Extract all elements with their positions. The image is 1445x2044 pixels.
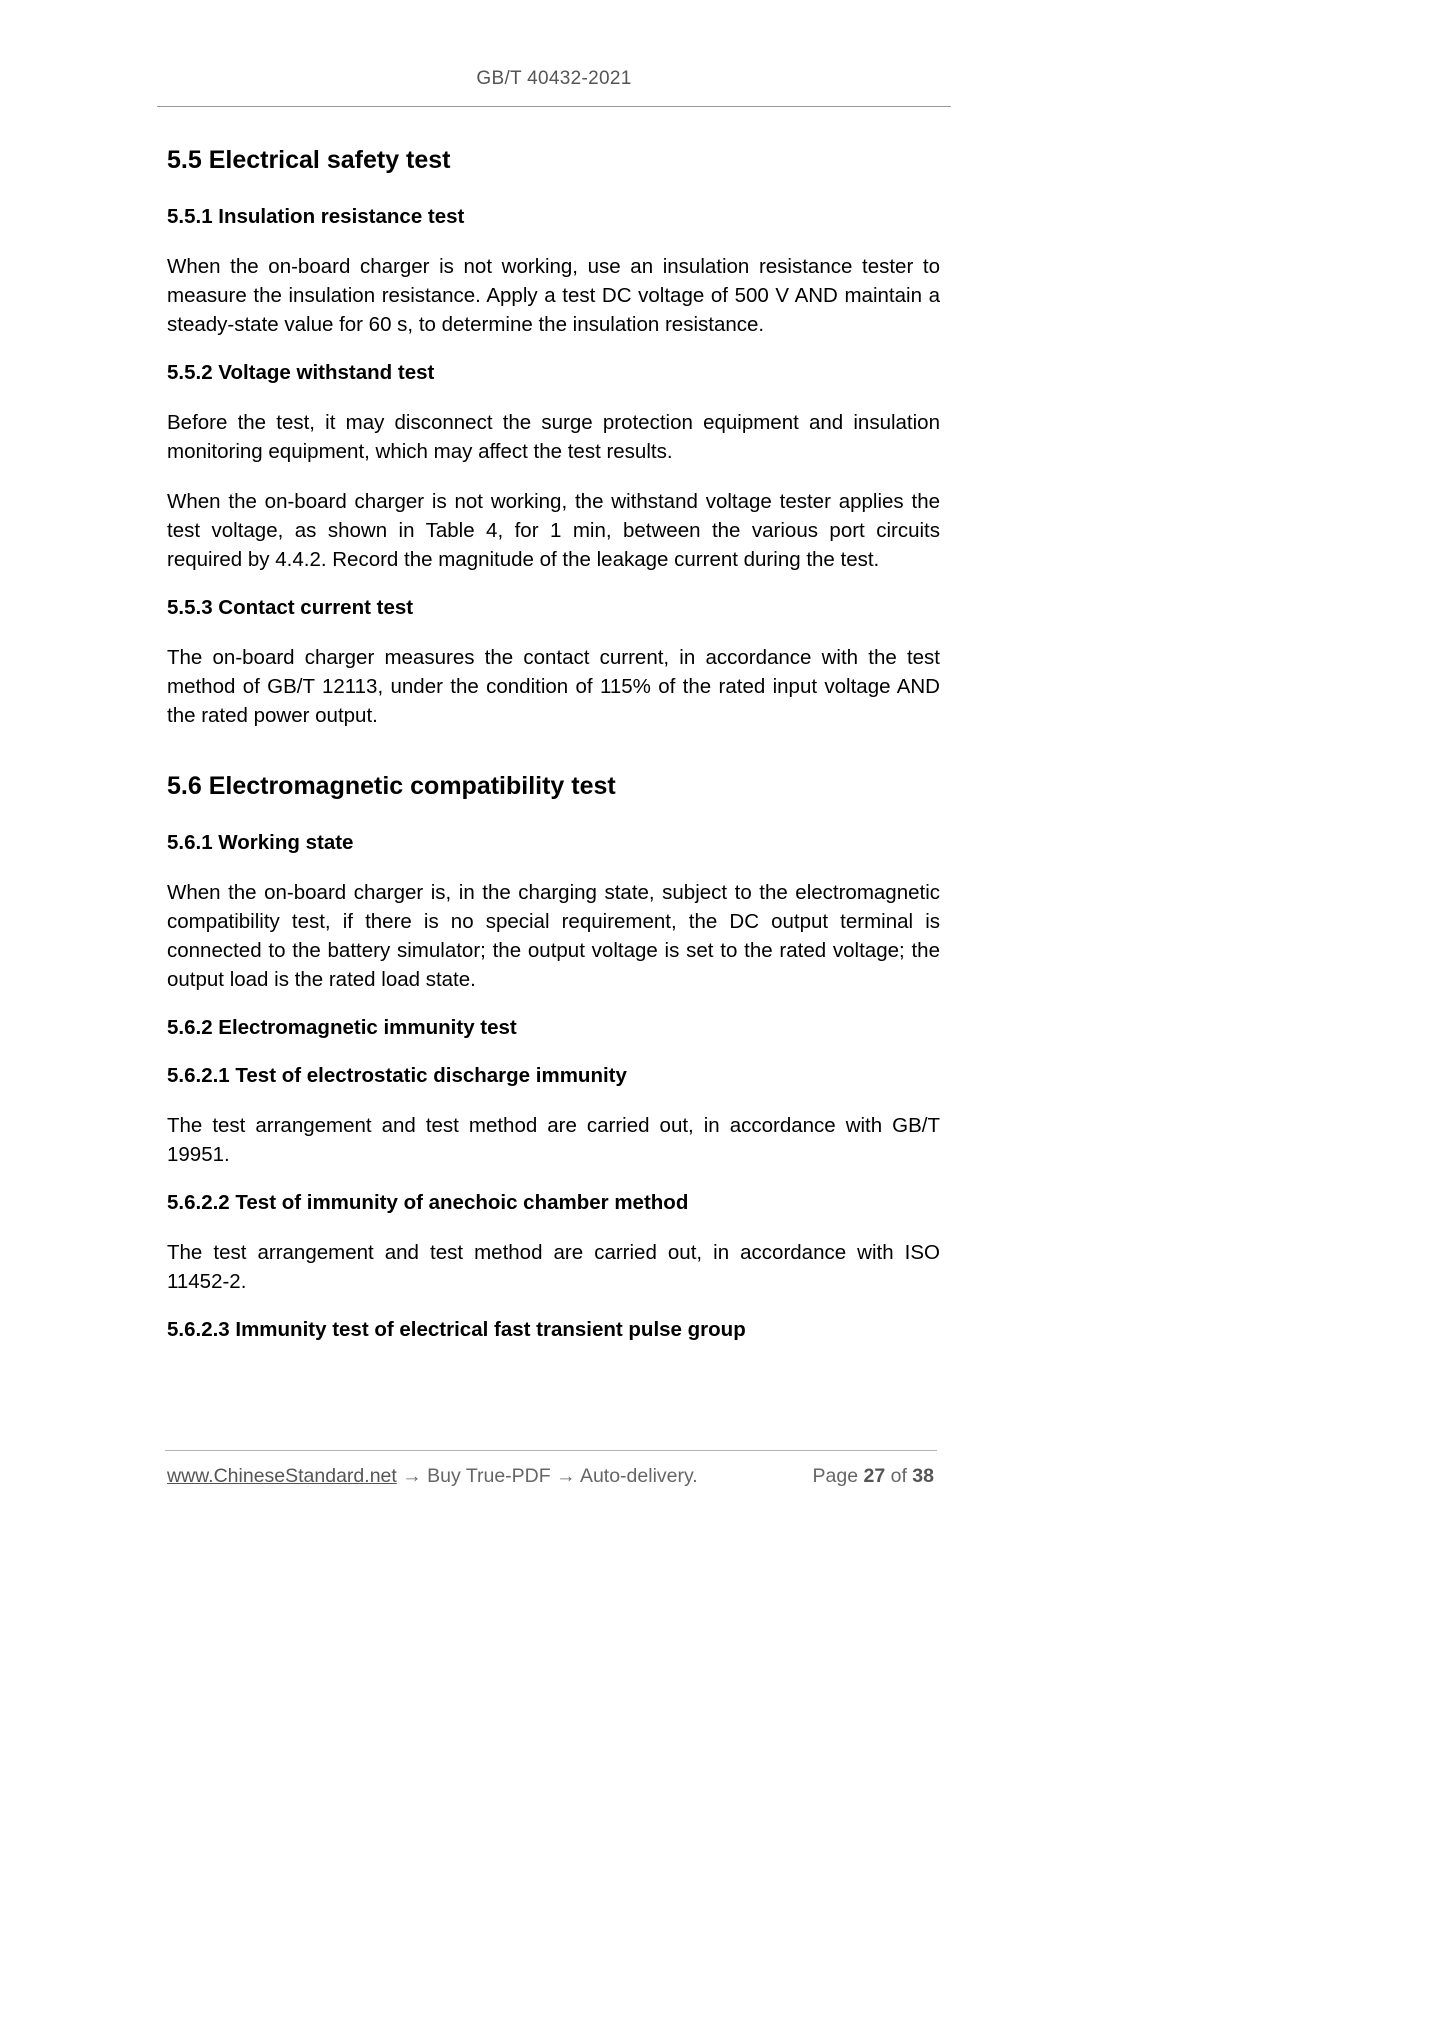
- page-indicator: [813, 1465, 934, 1488]
- section-5-5-3-title: 5.5.3 Contact current test: [167, 596, 414, 619]
- section-5-6-2-title: 5.6.2 Electromagnetic immunity test: [167, 1016, 517, 1039]
- section-5-6-2-3-title: 5.6.2.3 Immunity test of electrical fast transient pulse group: [167, 1318, 746, 1341]
- footer-divider: [165, 1450, 937, 1451]
- page-footer: [167, 1465, 934, 1488]
- section-5-6-2-2-paragraph: The test arrangement and test method are carried out, in accordance with ISO 11452-2.: [167, 1241, 940, 1293]
- document-code-header: GB/T 40432-2021: [476, 68, 632, 89]
- site-link[interactable]: www.ChineseStandard.net: [167, 1465, 397, 1487]
- section-5-6-title: 5.6 Electromagnetic compatibility test: [167, 772, 616, 800]
- section-5-5-2-paragraph-1: Before the test, it may disconnect the surge protection equipment and insulation monitoring equipment, which may affect the test results.: [167, 411, 940, 463]
- footer-promo-text: → Buy True-PDF → Auto-delivery.: [396, 1465, 698, 1487]
- header-divider: [157, 106, 951, 107]
- section-5-6-2-2-title: 5.6.2.2 Test of immunity of anechoic chamber method: [167, 1191, 689, 1214]
- section-5-6-2-1-paragraph: The test arrangement and test method are carried out, in accordance with GB/T 19951.: [167, 1114, 940, 1166]
- page-word: Page: [812, 1465, 859, 1487]
- page-total: 38: [912, 1465, 934, 1487]
- page-content: [167, 138, 940, 1365]
- of-word: of: [890, 1465, 907, 1487]
- section-5-6-2-1-title: 5.6.2.1 Test of electrostatic discharge immunity: [167, 1064, 627, 1087]
- section-5-5-1-title: 5.5.1 Insulation resistance test: [167, 205, 465, 228]
- section-5-5-1-paragraph: When the on-board charger is not working, use an insulation resistance tester to measure the insulation resistance. Apply a test DC voltage of 500 V AND maintain a steady-state value for 60 s, to determine the insulation resistance.: [167, 255, 940, 336]
- section-5-6-1-paragraph: When the on-board charger is, in the charging state, subject to the electromagnetic compatibility test, if there is no special requirement, the DC output terminal is connected to the battery simulator; the output voltage is set to the rated voltage; the output load is the rated load state.: [167, 881, 940, 991]
- section-5-6-1-title: 5.6.1 Working state: [167, 831, 354, 854]
- page-current: 27: [863, 1465, 886, 1487]
- section-5-5-2-paragraph-2: When the on-board charger is not working, the withstand voltage tester applies the test voltage, as shown in Table 4, for 1 min, between the various port circuits required by 4.4.2. Record the magnitude of the leakage current during the test.: [167, 490, 940, 571]
- section-5-5-3-paragraph: The on-board charger measures the contact current, in accordance with the test method of GB/T 12113, under the condition of 115% of the rated input voltage AND the rated power output.: [167, 646, 940, 727]
- section-5-5-2-title: 5.5.2 Voltage withstand test: [167, 361, 435, 384]
- footer-promo: [167, 1465, 698, 1488]
- section-5-5-title: 5.5 Electrical safety test: [167, 146, 451, 174]
